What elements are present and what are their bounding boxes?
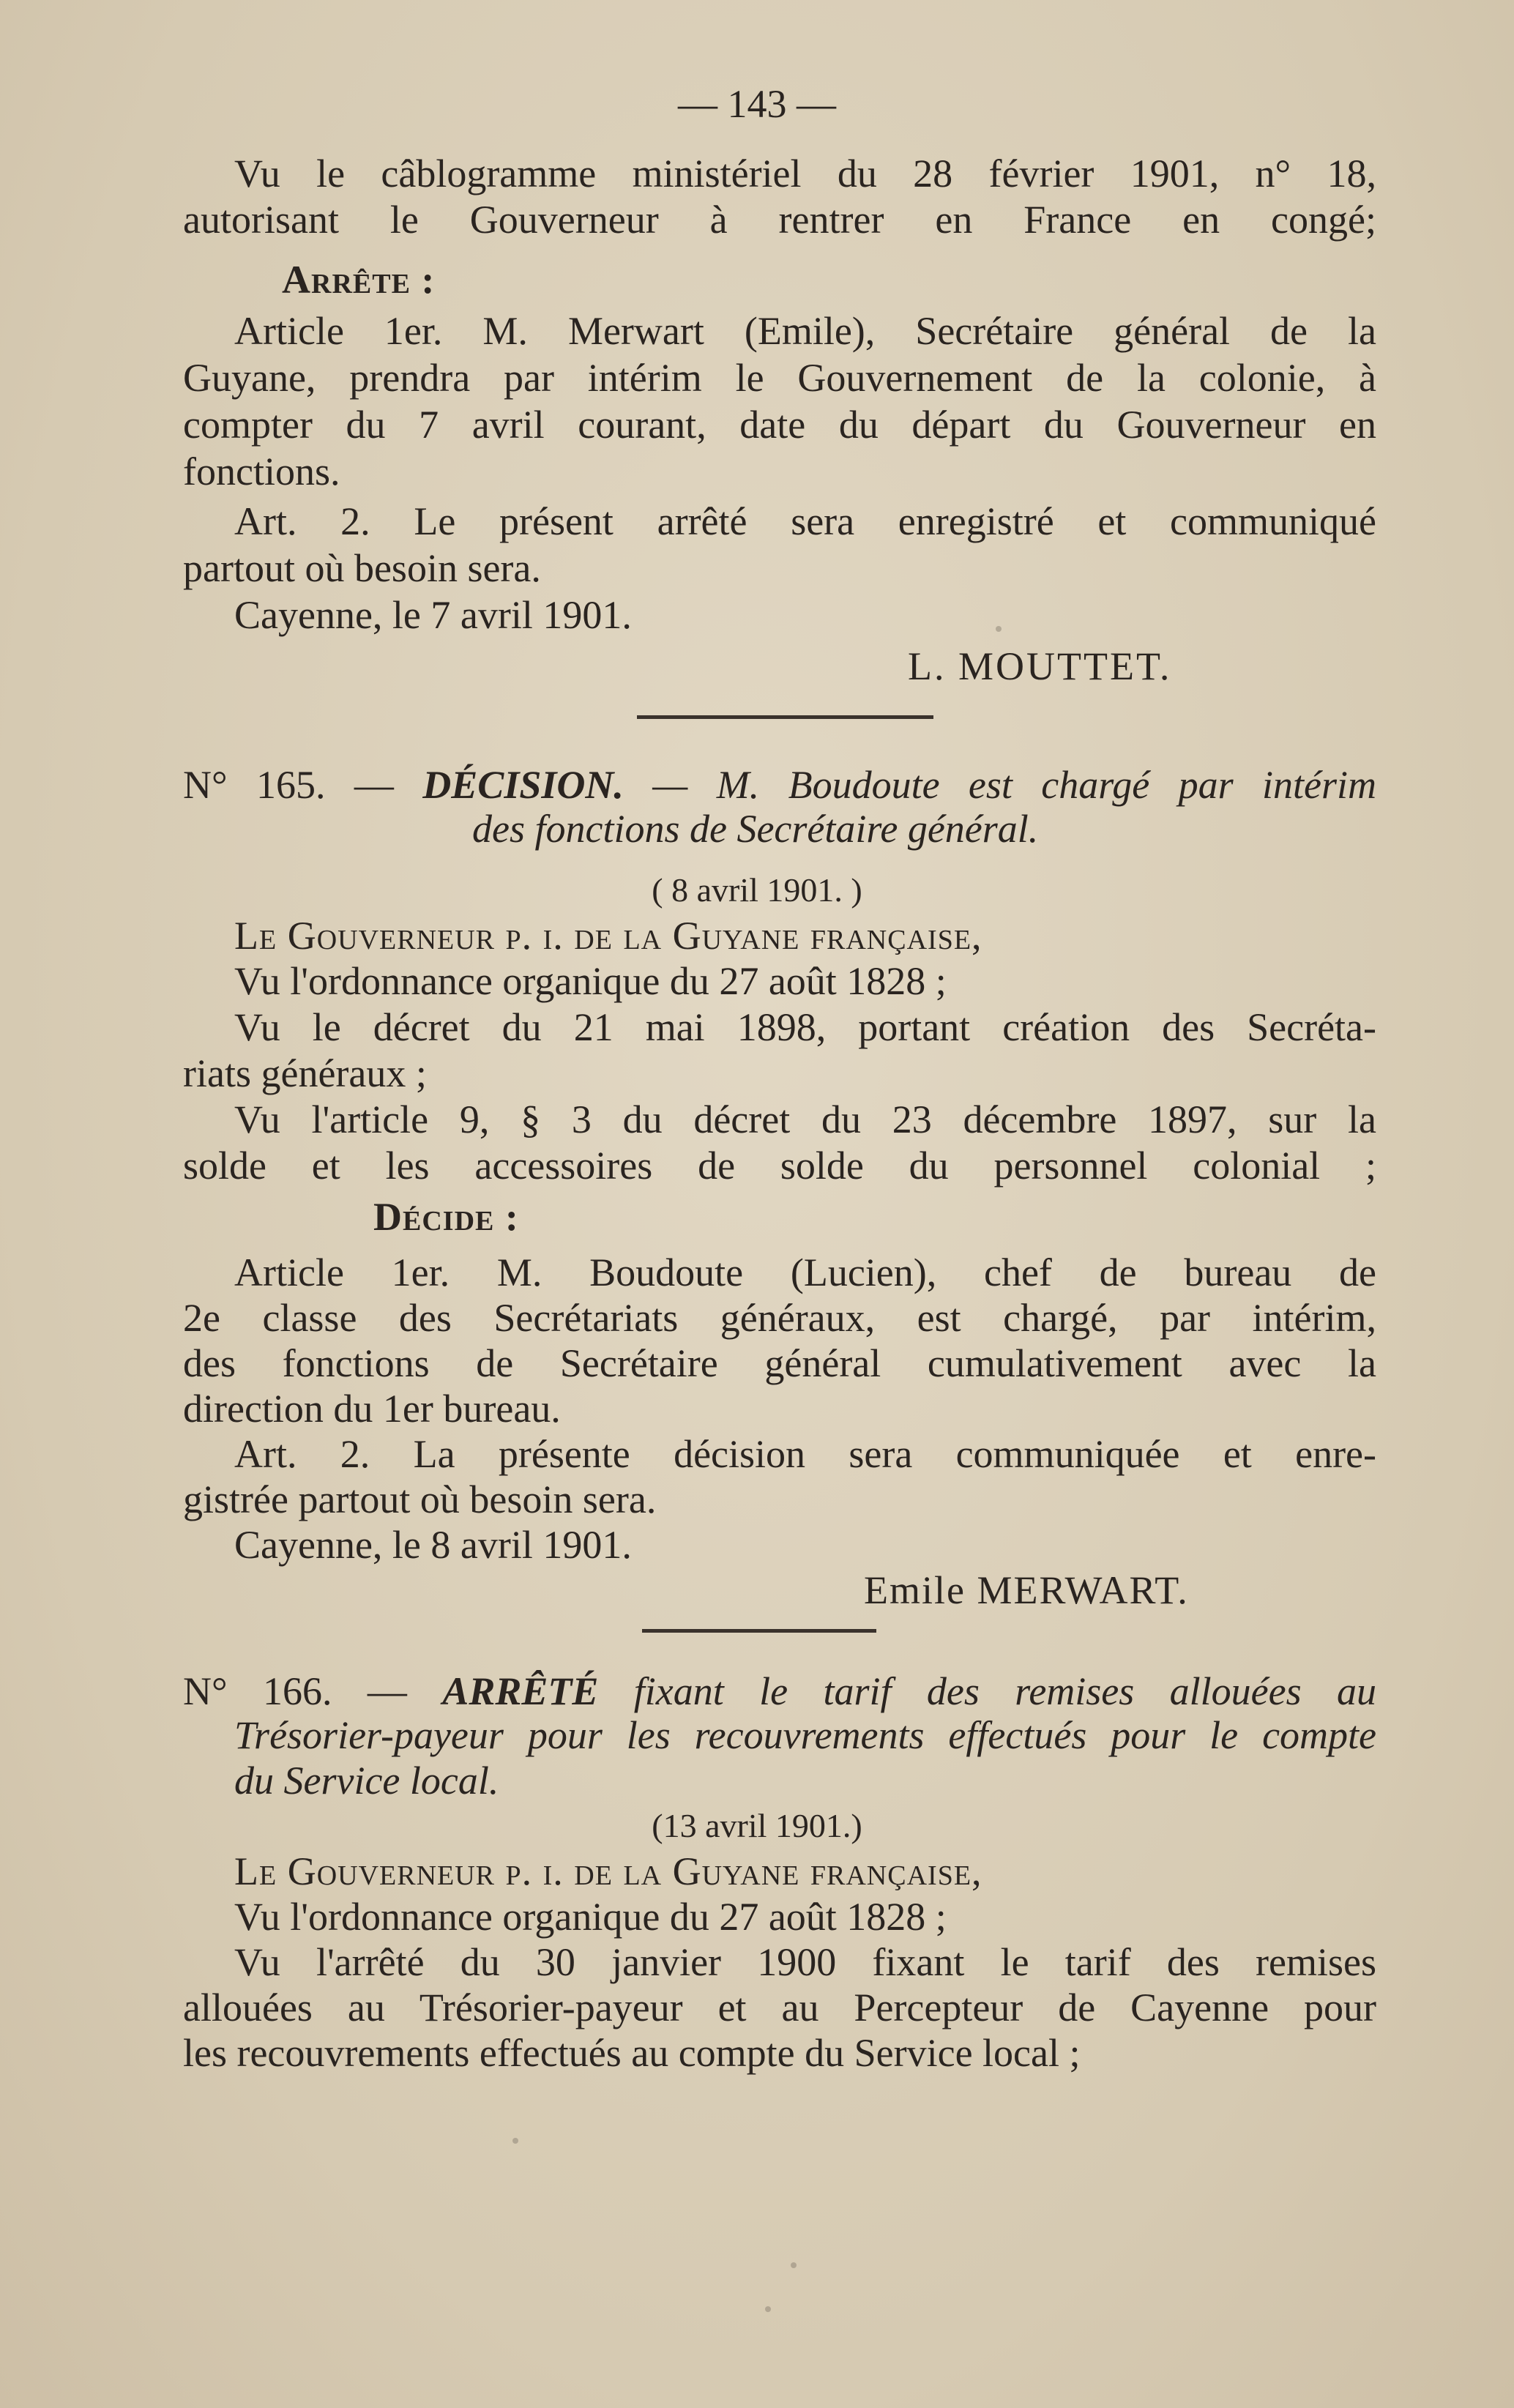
decide-heading: Décide : [373, 1195, 519, 1239]
paper-speck [996, 626, 1002, 632]
text-line: des fonctions de Secrétaire général cumulativement avec la [183, 1341, 1376, 1385]
text-line: partout où besoin sera. [183, 546, 541, 590]
text-line: autorisant le Gouverneur à rentrer en France en congé; [183, 198, 1376, 242]
heading-title: — M. Boudoute est chargé par intérim [652, 763, 1377, 807]
arrete-date: (13 avril 1901.) [652, 1807, 862, 1844]
text-line: Guyane, prendra par intérim le Gouvernement de la colonie, à [183, 356, 1376, 400]
text-line: Vu le câblogramme ministériel du 28 février 1901, n° 18, [234, 152, 1376, 195]
signature: L. MOUTTET. [908, 644, 1172, 688]
text-line: Vu l'article 9, § 3 du décret du 23 décembre 1897, sur la [234, 1097, 1376, 1141]
text-line: Cayenne, le 8 avril 1901. [234, 1523, 632, 1567]
text-line: compter du 7 avril courant, date du départ du Gouverneur en [183, 403, 1376, 447]
arrete-heading-cont: Trésorier-payeur pour les recouvrements effectués pour le compte [234, 1713, 1376, 1757]
text-line: solde et les accessoires de solde du personnel colonial ; [183, 1144, 1376, 1188]
heading-title: fixant le tarif des remises allouées au [633, 1669, 1377, 1713]
text-line: les recouvrements effectués au compte du Service local ; [183, 2031, 1081, 2075]
text-line: Vu l'ordonnance organique du 27 août 1828 ; [234, 959, 947, 1003]
heading-number: N° 165. — [183, 763, 394, 807]
text-line: Art. 2. La présente décision sera communiquée et enre- [234, 1432, 1376, 1476]
heading-number: N° 166. — [183, 1669, 407, 1713]
text-line: fonctions. [183, 450, 340, 493]
text-line: allouées au Trésorier-payeur et au Percepteur de Cayenne pour [183, 1986, 1376, 2029]
text-line: Vu le décret du 21 mai 1898, portant création des Secréta- [234, 1005, 1376, 1049]
text-line: gistrée partout où besoin sera. [183, 1477, 657, 1521]
signature: Emile MERWART. [864, 1568, 1189, 1612]
section-divider [642, 1629, 876, 1633]
text-line: Le Gouverneur p. i. de la Guyane française, [234, 1849, 982, 1893]
text-line: Vu l'ordonnance organique du 27 août 1828 ; [234, 1895, 947, 1939]
text-line: Article 1er. M. Merwart (Emile), Secrétaire général de la [234, 309, 1376, 353]
heading-kind: ARRÊTÉ [442, 1669, 599, 1713]
arrete-heading: Arrête : [282, 258, 436, 302]
paper-speck [512, 2138, 518, 2144]
text-line: direction du 1er bureau. [183, 1387, 561, 1431]
decision-heading-cont: des fonctions de Secrétaire général. [472, 807, 1039, 851]
section-divider [637, 715, 933, 719]
text-line: Article 1er. M. Boudoute (Lucien), chef de bureau de [234, 1250, 1376, 1294]
arrete-heading-cont: du Service local. [234, 1759, 499, 1803]
paper-speck [791, 2262, 797, 2268]
page-number: — 143 — [678, 82, 836, 126]
heading-kind: DÉCISION. [422, 763, 624, 807]
text-line: Cayenne, le 7 avril 1901. [234, 593, 632, 637]
text-line: Art. 2. Le présent arrêté sera enregistré et communiqué [234, 499, 1376, 543]
paper-speck [765, 2306, 771, 2312]
text-line: Le Gouverneur p. i. de la Guyane française, [234, 914, 982, 958]
decision-heading [183, 761, 1376, 808]
arrete-heading [183, 1668, 1376, 1715]
text-line: Vu l'arrêté du 30 janvier 1900 fixant le tarif des remises [234, 1940, 1376, 1984]
decision-date: ( 8 avril 1901. ) [652, 871, 862, 909]
text-line: riats généraux ; [183, 1051, 427, 1095]
text-line: 2e classe des Secrétariats généraux, est chargé, par intérim, [183, 1296, 1376, 1340]
